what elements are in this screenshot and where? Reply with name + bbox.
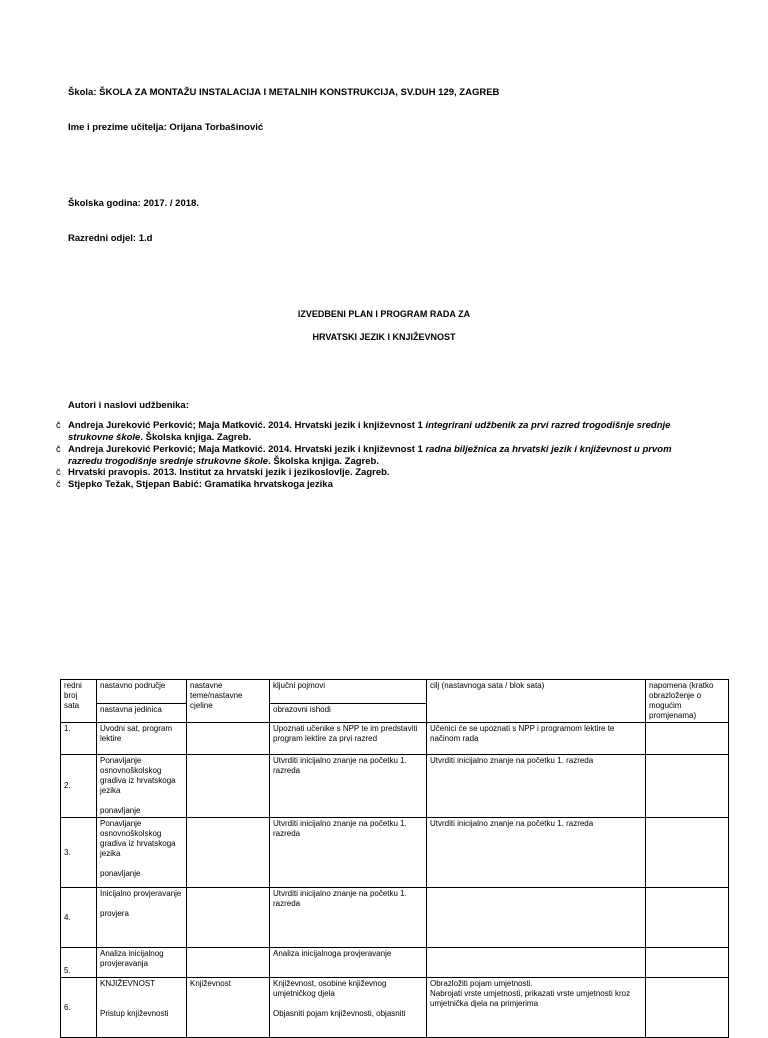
cell-concepts: Utvrditi inicijalno znanje na početku 1. razreda: [270, 818, 427, 888]
cell-area: KNJIŽEVNOST Pristup književnosti: [97, 978, 187, 1038]
cell-num: 1.: [61, 723, 97, 755]
cell-theme: [187, 888, 270, 948]
school-line: Škola: ŠKOLA ZA MONTAŽU INSTALACIJA I METALNIH KONSTRUKCIJA, SV.DUH 129, ZAGREB: [68, 87, 500, 98]
cell-note: [646, 948, 729, 978]
cell-theme: [187, 818, 270, 888]
cell-note: [646, 723, 729, 755]
reference-tail: . Školska knjiga. Zagreb.: [268, 456, 379, 467]
cell-concepts: Utvrditi inicijalno znanje na početku 1. razreda: [270, 888, 427, 948]
cell-num: 4.: [61, 888, 97, 948]
cell-concepts: Upoznati učenike s NPP te im predstaviti program lektire za prvi razred: [270, 723, 427, 755]
reference-title: radna bilježnica za hrvatski jezik i književnost u prvom razredu trogodišnje srednje strukovne škole: [68, 444, 672, 467]
bullet-icon: č: [56, 444, 61, 455]
cell-note: [646, 978, 729, 1038]
cell-goal: Utvrditi inicijalno znanje na početku 1. razreda: [427, 755, 646, 818]
header-note: napomena (kratko obrazloženje o mogućim promjenama): [646, 680, 729, 723]
cell-note: [646, 755, 729, 818]
reference-item: [56, 420, 708, 444]
cell-num: 5.: [61, 948, 97, 978]
cell-theme: Književnost: [187, 978, 270, 1038]
table-row: [61, 755, 729, 818]
header-goal: cilj (nastavnoga sata / blok sata): [427, 680, 646, 723]
cell-goal: Učenici će se upoznati s NPP i programom lektire te načinom rada: [427, 723, 646, 755]
cell-area: Uvodni sat, program lektire: [97, 723, 187, 755]
cell-goal: [427, 948, 646, 978]
cell-concepts: Književnost, osobine književnog umjetničkog djela Objasniti pojam književnosti, objasniti: [270, 978, 427, 1038]
plan-table: [60, 679, 729, 1038]
header-concepts: ključni pojmovi: [270, 680, 427, 704]
reference-lead: Hrvatski pravopis. 2013. Institut za hrvatski jezik i jezikoslovlje. Zagreb.: [68, 467, 390, 478]
bullet-icon: č: [56, 467, 61, 478]
cell-area: Analiza inicijalnog provjeravanja: [97, 948, 187, 978]
cell-num: 2.: [61, 755, 97, 818]
bullet-icon: č: [56, 420, 61, 431]
reference-lead: Andreja Jureković Perković; Maja Matković. 2014. Hrvatski jezik i književnost 1: [68, 420, 426, 431]
cell-goal: Obrazložiti pojam umjetnosti. Nabrojati vrste umjetnosti, prikazati vrste umjetnosti kroz umjetnička djela na primjerima: [427, 978, 646, 1038]
bullet-icon: č: [56, 479, 61, 490]
cell-area: Ponavljanje osnovnoškolskog gradiva iz hrvatskoga jezika ponavljanje: [97, 818, 187, 888]
school-year-line: Školska godina: 2017. / 2018.: [68, 198, 199, 209]
cell-area: Ponavljanje osnovnoškolskog gradiva iz hrvatskoga jezika ponavljanje: [97, 755, 187, 818]
reference-item: [56, 479, 708, 491]
teacher-line: Ime i prezime učitelja: Orijana Torbašinović: [68, 122, 264, 133]
cell-theme: [187, 755, 270, 818]
cell-theme: [187, 948, 270, 978]
table-row: [61, 818, 729, 888]
cell-goal: Utvrditi inicijalno znanje na početku 1. razreda: [427, 818, 646, 888]
table-row: [61, 948, 729, 978]
cell-theme: [187, 723, 270, 755]
reference-lead: Andreja Jureković Perković; Maja Matković. 2014. Hrvatski jezik i književnost 1: [68, 444, 426, 455]
reference-lead: Stjepko Težak, Stjepan Babić: Gramatika hrvatskoga jezika: [68, 479, 333, 490]
reference-item: [56, 444, 708, 468]
cell-num: 6.: [61, 978, 97, 1038]
header-area: nastavno područje: [97, 680, 187, 704]
references-heading: Autori i naslovi udžbenika:: [68, 400, 189, 411]
table-row: [61, 978, 729, 1038]
cell-area: Inicijalno provjeravanje provjera: [97, 888, 187, 948]
cell-goal: [427, 888, 646, 948]
table-header-row: [61, 680, 729, 704]
class-line: Razredni odjel: 1.d: [68, 233, 153, 244]
plan-title-line2: HRVATSKI JEZIK I KNJIŽEVNOST: [312, 332, 456, 342]
header-themes: nastavne teme/nastavne cjeline: [187, 680, 270, 723]
header-unit: nastavna jedinica: [97, 704, 187, 723]
cell-note: [646, 818, 729, 888]
reference-item: [56, 467, 708, 479]
cell-note: [646, 888, 729, 948]
table-row: [61, 723, 729, 755]
reference-title: integrirani udžbenik za prvi razred trogodišnje srednje strukovne škole: [68, 420, 671, 443]
reference-tail: . Školska knjiga. Zagreb.: [140, 432, 252, 443]
cell-num: 3.: [61, 818, 97, 888]
header-outcomes: obrazovni ishodi: [270, 704, 427, 723]
cell-concepts: Analiza inicijalnoga provjeravanje: [270, 948, 427, 978]
header-num: redni broj sata: [61, 680, 97, 723]
plan-title-line1: IZVEDBENI PLAN I PROGRAM RADA ZA: [297, 309, 471, 319]
cell-concepts: Utvrditi inicijalno znanje na početku 1. razreda: [270, 755, 427, 818]
table-row: [61, 888, 729, 948]
